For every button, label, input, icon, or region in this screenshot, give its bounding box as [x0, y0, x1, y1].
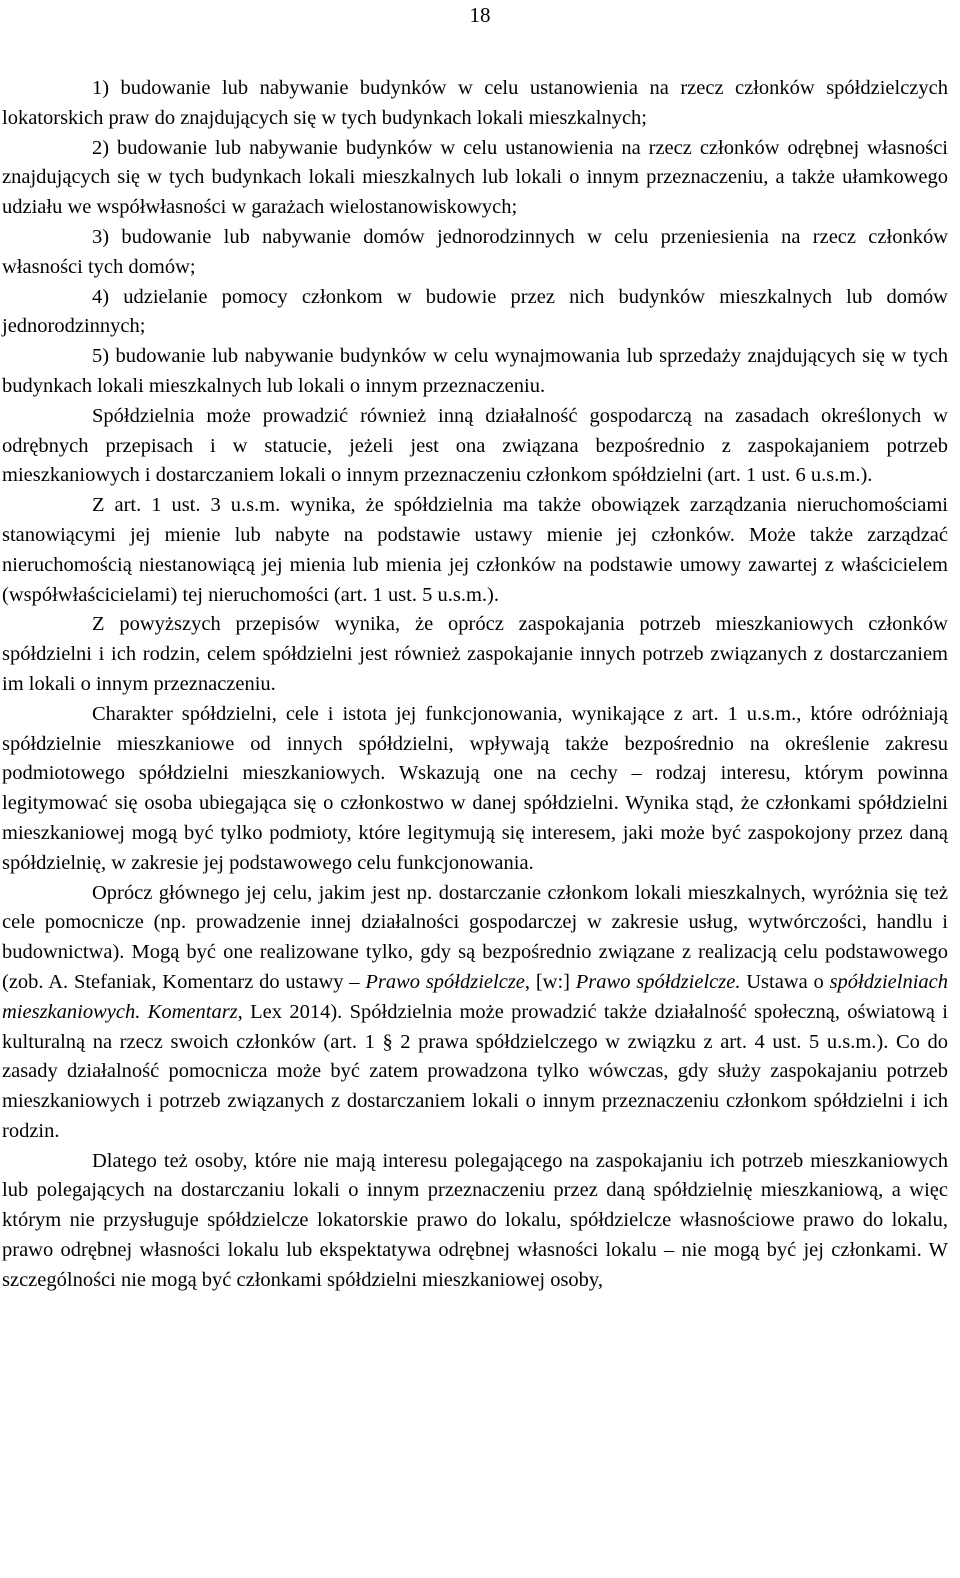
paragraph — [2, 491, 948, 610]
paragraph-text: Z powyższych przepisów wynika, że oprócz zaspokajania potrzeb mieszkaniowych członków spółdzielni i ich rodzin, celem spółdzielni jest również zaspokajanie innych potrzeb związanych z dostarczaniem im lokali o innym przeznaczeniu. — [2, 613, 948, 695]
paragraph-text: , [w:] — [524, 970, 576, 993]
paragraph-text: 3) budowanie lub nabywanie domów jednorodzinnych w celu przeniesienia na rzecz członków własności tych domów; — [2, 225, 948, 278]
italic-text: spółdzielniach mieszkaniowych. Komentarz — [2, 970, 949, 1023]
paragraph — [2, 879, 948, 1147]
paragraph — [2, 610, 948, 699]
paragraph-text: Oprócz głównego jej celu, jakim jest np. dostarczanie członkom lokali mieszkalnych, wyróżnia się też cele pomocnicze (np. prowadzenie innej działalności gospodarczej w zakresie usług, wytwórczości, handlu i budownictwa). Mogą być one realizowane tylko, gdy są bezpośrednio związane z realizacją celu podstawowego (zob. A. Stefaniak, Komentarz do ustawy – — [2, 881, 948, 993]
paragraph — [2, 342, 948, 402]
paragraph-text: Dlatego też osoby, które nie mają interesu polegającego na zaspokajaniu ich potrzeb mieszkaniowych lub polegających na dostarczaniu lokali o innym przeznaczeniu przez daną spółdzielnię mieszkaniową, a więc którym nie przysługuje spółdzielcze lokatorskie prawo do lokalu, spółdzielcze własnościowe prawo do lokalu, prawo odrębnej własności lokalu lub ekspektatywa odrębnej własności lokalu – nie mogą być jej członkami. W szczególności nie mogą być członkami spółdzielni mieszkaniowej osoby, — [2, 1149, 948, 1291]
paragraph — [2, 700, 948, 879]
italic-text: Prawo spółdzielcze — [365, 970, 525, 993]
paragraph — [2, 74, 948, 134]
paragraph — [2, 283, 948, 343]
italic-text: Prawo spółdzielcze. — [575, 970, 741, 993]
paragraph — [2, 402, 948, 491]
paragraph — [2, 223, 948, 283]
paragraph-text: Z art. 1 ust. 3 u.s.m. wynika, że spółdzielnia ma także obowiązek zarządzania nieruchomościami stanowiącymi jej mienie lub nabyte na podstawie ustawy mienie jej członków. Może także zarządzać nieruchomością niestanowiącą jej mienia lub mienia jej członków na podstawie umowy zawartej z właścicielem (współwłaścicielami) tej nieruchomości (art. 1 ust. 5 u.s.m.). — [2, 494, 948, 606]
document-body — [2, 74, 948, 1296]
paragraph-text: Ustawa o — [740, 970, 830, 993]
paragraph-text: 5) budowanie lub nabywanie budynków w celu wynajmowania lub sprzedaży znajdujących się w tych budynkach lokali mieszkalnych lub lokali o innym przeznaczeniu. — [2, 345, 948, 397]
paragraph-text: , Lex 2014). Spółdzielnia może prowadzić także działalność społeczną, oświatową i kulturalną na rzecz swoich członków (art. 1 § 2 prawa spółdzielczego w związku z art. 4 ust. 5 u.s.m.). Co do zasady działalność pomocnicza może być zatem prowadzona tylko wówczas, gdy służy zaspokajaniu potrzeb mieszkaniowych i potrzeb związanych z dostarczaniem lokali o innym przeznaczeniu członkom spółdzielni i ich rodzin. — [2, 1000, 948, 1142]
paragraph-text: Spółdzielnia może prowadzić również inną działalność gospodarczą na zasadach określonych w odrębnych przepisach i w statucie, jeżeli jest ona związana bezpośrednio z zaspokajaniem potrzeb mieszkaniowych i dostarczaniem lokali o innym przeznaczeniu członkom spółdzielni (art. 1 ust. 6 u.s.m.). — [2, 404, 948, 487]
paragraph-text: 2) budowanie lub nabywanie budynków w celu ustanowienia na rzecz członków odrębnej własności znajdujących się w tych budynkach lokali mieszkalnych lub lokali o innym przeznaczeniu, a także ułamkowego udziału we współwłasności w garażach wielostanowiskowych; — [2, 136, 948, 219]
paragraph-text: 4) udzielanie pomocy członkom w budowie przez nich budynków mieszkalnych lub domów jednorodzinnych; — [2, 285, 948, 338]
paragraph — [2, 1147, 948, 1296]
paragraph-text: Charakter spółdzielni, cele i istota jej funkcjonowania, wynikające z art. 1 u.s.m., które odróżniają spółdzielnie mieszkaniowe od innych spółdzielni, wpływają także bezpośrednio na określenie zakresu podmiotowego spółdzielni mieszkaniowych. Wskazują one na cechy – rodzaj interesu, którym powinna legitymować się osoba ubiegająca się o członkostwo w danej spółdzielni. Wynika stąd, że członkami spółdzielni mieszkaniowej mogą być tylko podmioty, które legitymują się interesem, jaki może być zaspokojony przez daną spółdzielnię, w zakresie jej podstawowego celu funkcjonowania. — [2, 702, 948, 874]
paragraph-text: 1) budowanie lub nabywanie budynków w celu ustanowienia na rzecz członków spółdzielczych lokatorskich praw do znajdujących się w tych budynkach lokali mieszkalnych; — [2, 77, 948, 129]
paragraph — [2, 134, 948, 223]
page-number: 18 — [469, 3, 491, 27]
